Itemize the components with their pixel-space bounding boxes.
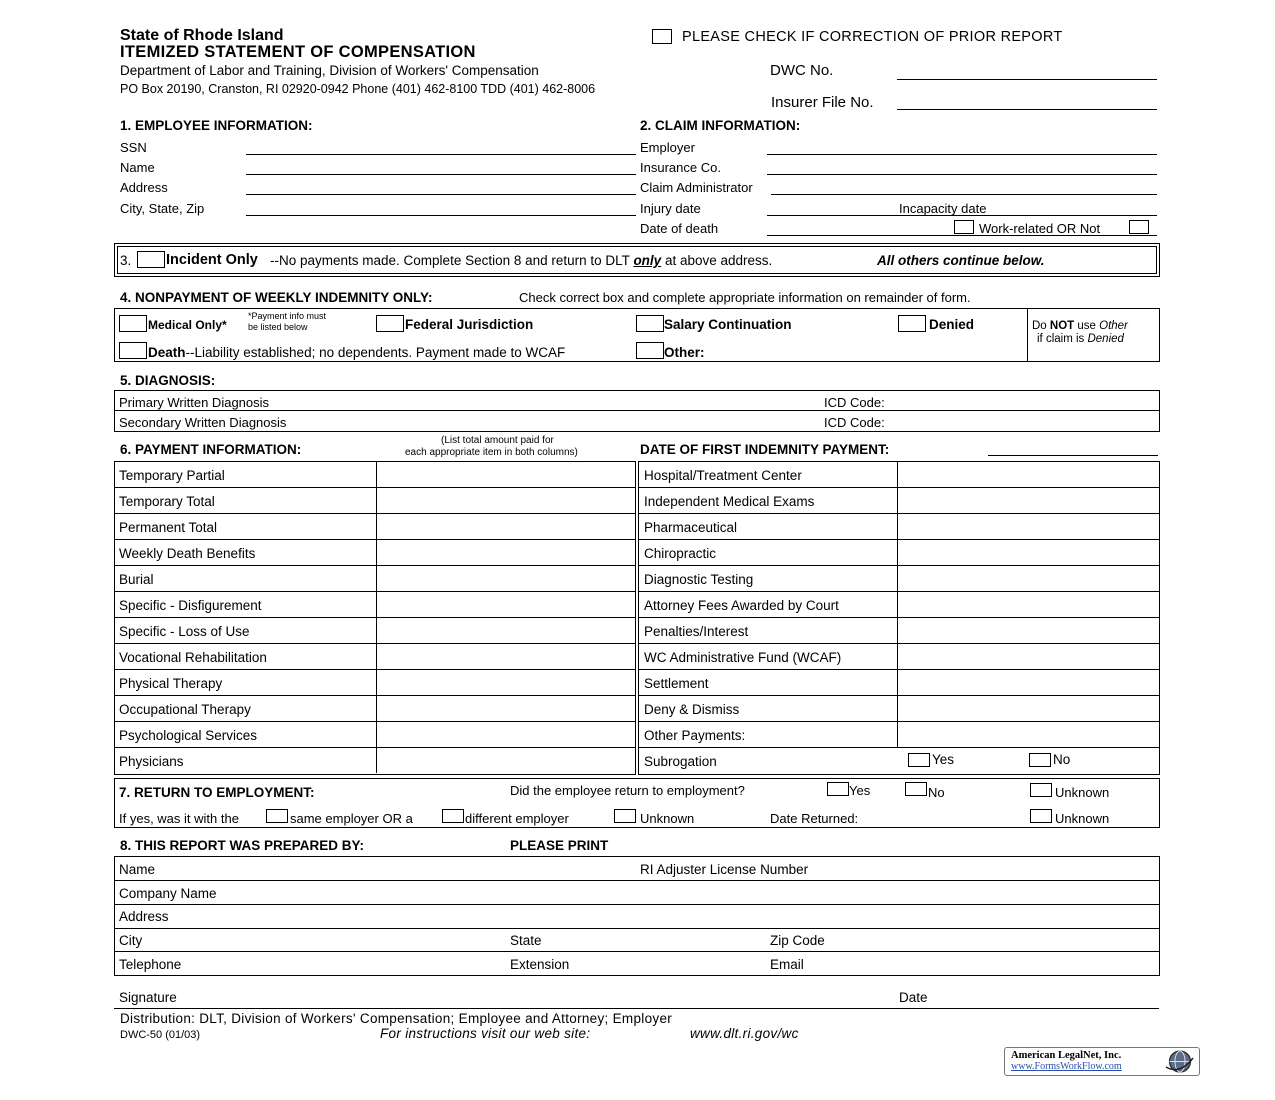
name-field[interactable] bbox=[246, 174, 636, 175]
dept-address: PO Box 20190, Cranston, RI 02920-0942 Phone (401) 462-8100 TDD (401) 462-8006 bbox=[120, 82, 596, 96]
correction-checkbox[interactable] bbox=[652, 29, 672, 44]
payment-amount-field[interactable] bbox=[898, 540, 1157, 565]
return-unknown-label: Unknown bbox=[1055, 785, 1110, 800]
note-line-2: if claim is Denied bbox=[1037, 333, 1124, 345]
not-work-related-checkbox[interactable] bbox=[1129, 220, 1149, 234]
dwc-no-label: DWC No. bbox=[770, 62, 834, 79]
date-label: Date bbox=[899, 990, 928, 1005]
incapacity-date-label: Incapacity date bbox=[899, 201, 987, 216]
payment-amount-field[interactable] bbox=[898, 566, 1157, 591]
city-label: City, State, Zip bbox=[120, 201, 205, 216]
incident-text-2: at above address. bbox=[661, 253, 773, 268]
address-field[interactable] bbox=[246, 194, 636, 195]
payment-amount-field[interactable] bbox=[898, 644, 1157, 669]
payment-amount-field[interactable] bbox=[377, 540, 633, 565]
all-others-note: All others continue below. bbox=[877, 253, 1045, 268]
payment-item-label: Physicians bbox=[119, 754, 184, 769]
logo-link[interactable]: www.FormsWorkFlow.com bbox=[1011, 1061, 1122, 1072]
preparer-box bbox=[114, 856, 1160, 976]
telephone-label: Telephone bbox=[119, 957, 182, 972]
form-title: ITEMIZED STATEMENT OF COMPENSATION bbox=[120, 43, 476, 61]
section7-title: 7. RETURN TO EMPLOYMENT: bbox=[119, 785, 315, 800]
injury-date-field[interactable] bbox=[767, 215, 1157, 216]
death-checkbox[interactable] bbox=[119, 342, 147, 359]
payment-item-label: Chiropractic bbox=[644, 546, 717, 561]
payment-amount-field[interactable] bbox=[898, 722, 1157, 747]
payment-amount-field[interactable] bbox=[898, 592, 1157, 617]
payment-amount-field[interactable] bbox=[898, 462, 1157, 487]
injury-date-label: Injury date bbox=[640, 201, 701, 216]
return-question: Did the employee return to employment? bbox=[510, 783, 745, 798]
payment-amount-field[interactable] bbox=[377, 488, 633, 513]
ssn-field[interactable] bbox=[246, 154, 636, 155]
secondary-diagnosis-label: Secondary Written Diagnosis bbox=[119, 415, 287, 430]
salary-checkbox[interactable] bbox=[636, 315, 664, 332]
secondary-icd-label: ICD Code: bbox=[824, 415, 885, 430]
denied-checkbox[interactable] bbox=[898, 315, 926, 332]
section4-instruction: Check correct box and complete appropriate information on remainder of form. bbox=[519, 290, 971, 305]
return-yes-label: Yes bbox=[849, 783, 871, 798]
payment-amount-field[interactable] bbox=[898, 488, 1157, 513]
subrogation-yes-label: Yes bbox=[932, 752, 955, 767]
city-field[interactable] bbox=[246, 215, 636, 216]
payment-item-label: Physical Therapy bbox=[119, 676, 223, 691]
if-yes-label: If yes, was it with the bbox=[119, 811, 239, 826]
payment-note-2: each appropriate item in both columns) bbox=[405, 447, 578, 458]
payment-item-label: Pharmaceutical bbox=[644, 520, 738, 535]
payment-amount-field[interactable] bbox=[377, 644, 633, 669]
name-label: Name bbox=[120, 160, 155, 175]
incident-only-word: only bbox=[633, 253, 662, 268]
preparer-city-label: City bbox=[119, 933, 143, 948]
preparer-address-label: Address bbox=[119, 909, 169, 924]
employer-label: Employer bbox=[640, 140, 695, 155]
first-payment-field[interactable] bbox=[988, 455, 1158, 456]
state-name: State of Rhode Island bbox=[120, 27, 284, 44]
payment-amount-field[interactable] bbox=[898, 514, 1157, 539]
payment-item-label: Specific - Disfigurement bbox=[119, 598, 262, 613]
subrogation-yes-checkbox[interactable] bbox=[908, 753, 930, 767]
payment-amount-field[interactable] bbox=[898, 618, 1157, 643]
logo-text: American LegalNet, Inc. bbox=[1011, 1050, 1122, 1061]
other-checkbox[interactable] bbox=[636, 342, 664, 359]
death-label: Death bbox=[148, 345, 186, 360]
payment-item-label: Subrogation bbox=[644, 754, 717, 769]
incident-text: --No payments made. Complete Section 8 and return to DLT bbox=[270, 253, 634, 268]
return-yes-checkbox[interactable] bbox=[827, 782, 849, 796]
medical-only-checkbox[interactable] bbox=[119, 315, 147, 332]
section4-title: 4. NONPAYMENT OF WEEKLY INDEMNITY ONLY: bbox=[120, 290, 433, 305]
section1-title: 1. EMPLOYEE INFORMATION: bbox=[120, 118, 313, 133]
section5-title: 5. DIAGNOSIS: bbox=[120, 373, 216, 388]
insurer-file-label: Insurer File No. bbox=[771, 94, 874, 111]
payment-item-label: Attorney Fees Awarded by Court bbox=[644, 598, 839, 613]
form-number: DWC-50 (01/03) bbox=[120, 1029, 201, 1041]
payment-item-label: WC Administrative Fund (WCAF) bbox=[644, 650, 842, 665]
payment-amount-field[interactable] bbox=[377, 696, 633, 721]
payment-item-label: Settlement bbox=[644, 676, 709, 691]
return-no-checkbox[interactable] bbox=[905, 782, 927, 796]
payment-item-label: Occupational Therapy bbox=[119, 702, 251, 717]
salary-label: Salary Continuation bbox=[664, 317, 792, 332]
payment-item-label: Vocational Rehabilitation bbox=[119, 650, 267, 665]
website-link[interactable]: www.dlt.ri.gov/wc bbox=[690, 1026, 799, 1041]
section2-title: 2. CLAIM INFORMATION: bbox=[640, 118, 801, 133]
payment-item-label: Other Payments: bbox=[644, 728, 746, 743]
correction-label: PLEASE CHECK IF CORRECTION OF PRIOR REPORT bbox=[682, 29, 1063, 45]
email-label: Email bbox=[770, 957, 804, 972]
payment-item-label: Penalties/Interest bbox=[644, 624, 749, 639]
distribution: Distribution: DLT, Division of Workers' Compensation; Employee and Attorney; Employer bbox=[120, 1011, 673, 1026]
payment-item-label: Burial bbox=[119, 572, 154, 587]
return-no-label: No bbox=[928, 785, 945, 800]
signature-line[interactable] bbox=[114, 1008, 1159, 1009]
instructions: For instructions visit our web site: bbox=[380, 1026, 591, 1041]
company-label: Company Name bbox=[119, 886, 217, 901]
medical-only-label: Medical Only* bbox=[148, 318, 227, 332]
employer-unknown-label: Unknown bbox=[640, 811, 695, 826]
date-unknown-checkbox[interactable] bbox=[1030, 809, 1052, 823]
incident-only-label: Incident Only bbox=[166, 252, 258, 268]
payment-item-label: Deny & Dismiss bbox=[644, 702, 740, 717]
license-label: RI Adjuster License Number bbox=[640, 862, 809, 877]
insurance-field[interactable] bbox=[767, 174, 1157, 175]
claim-admin-field[interactable] bbox=[771, 194, 1157, 195]
first-payment-label: DATE OF FIRST INDEMNITY PAYMENT: bbox=[640, 442, 890, 457]
payment-item-label: Temporary Partial bbox=[119, 468, 225, 483]
preparer-state-label: State bbox=[510, 933, 542, 948]
date-unknown-label: Unknown bbox=[1055, 811, 1110, 826]
insurance-label: Insurance Co. bbox=[640, 160, 721, 175]
section3-num: 3. bbox=[120, 253, 132, 268]
payment-amount-field[interactable] bbox=[377, 722, 633, 747]
work-related-label: Work-related OR Not bbox=[979, 221, 1101, 236]
globe-icon bbox=[1163, 1049, 1195, 1074]
different-employer-label: different employer bbox=[465, 811, 569, 826]
subrogation-no-label: No bbox=[1053, 752, 1071, 767]
same-employer-checkbox[interactable] bbox=[266, 809, 288, 823]
payment-item-label: Specific - Loss of Use bbox=[119, 624, 250, 639]
payment-item-label: Psychological Services bbox=[119, 728, 258, 743]
payment-item-label: Permanent Total bbox=[119, 520, 218, 535]
note-line-1: Do NOT use Other bbox=[1032, 320, 1128, 332]
insurer-file-field[interactable] bbox=[897, 109, 1157, 110]
payment-note-2: be listed below bbox=[248, 322, 308, 332]
payment-item-label: Independent Medical Exams bbox=[644, 494, 815, 509]
same-employer-label: same employer OR a bbox=[290, 811, 413, 826]
payment-note-1: *Payment info must bbox=[248, 311, 327, 321]
payment-amount-field[interactable] bbox=[898, 696, 1157, 721]
payment-item-label: Temporary Total bbox=[119, 494, 215, 509]
employer-unknown-checkbox[interactable] bbox=[614, 809, 636, 823]
payment-amount-field[interactable] bbox=[377, 748, 633, 773]
other-label: Other: bbox=[664, 345, 705, 360]
section8-title: 8. THIS REPORT WAS PREPARED BY: bbox=[120, 838, 365, 853]
different-employer-checkbox[interactable] bbox=[442, 809, 464, 823]
primary-icd-label: ICD Code: bbox=[824, 395, 885, 410]
work-related-checkbox[interactable] bbox=[954, 220, 974, 234]
subrogation-no-checkbox[interactable] bbox=[1029, 753, 1051, 767]
federal-label: Federal Jurisdiction bbox=[405, 317, 534, 332]
payment-amount-field[interactable] bbox=[377, 670, 633, 695]
department: Department of Labor and Training, Division of Workers' Compensation bbox=[120, 63, 539, 78]
legalnet-logo bbox=[1004, 1047, 1200, 1076]
date-returned-label: Date Returned: bbox=[770, 811, 859, 826]
payment-amount-field[interactable] bbox=[377, 514, 633, 539]
return-unknown-checkbox[interactable] bbox=[1030, 783, 1052, 797]
payment-item-label: Weekly Death Benefits bbox=[119, 546, 256, 561]
denied-label: Denied bbox=[929, 317, 975, 332]
please-print: PLEASE PRINT bbox=[510, 838, 609, 853]
ssn-label: SSN bbox=[120, 140, 147, 155]
preparer-name-label: Name bbox=[119, 862, 156, 877]
payment-item-label: Hospital/Treatment Center bbox=[644, 468, 802, 483]
payment-note-1: (List total amount paid for bbox=[441, 435, 554, 446]
extension-label: Extension bbox=[510, 957, 570, 972]
payment-amount-field[interactable] bbox=[377, 566, 633, 591]
payment-amount-field[interactable] bbox=[377, 618, 633, 643]
primary-diagnosis-label: Primary Written Diagnosis bbox=[119, 395, 270, 410]
federal-checkbox[interactable] bbox=[376, 315, 404, 332]
signature-label: Signature bbox=[119, 990, 177, 1005]
payment-item-label: Diagnostic Testing bbox=[644, 572, 754, 587]
claim-admin-label: Claim Administrator bbox=[640, 180, 753, 195]
date-of-death-label: Date of death bbox=[640, 221, 719, 236]
section6-title: 6. PAYMENT INFORMATION: bbox=[120, 442, 302, 457]
payment-amount-field[interactable] bbox=[898, 670, 1157, 695]
employer-field[interactable] bbox=[767, 154, 1157, 155]
payment-amount-field[interactable] bbox=[377, 462, 633, 487]
incident-only-checkbox[interactable] bbox=[137, 251, 165, 268]
death-text: --Liability established; no dependents. Payment made to WCAF bbox=[185, 345, 566, 360]
dwc-no-field[interactable] bbox=[897, 79, 1157, 80]
preparer-zip-label: Zip Code bbox=[770, 933, 825, 948]
address-label: Address bbox=[120, 180, 168, 195]
payment-amount-field[interactable] bbox=[377, 592, 633, 617]
